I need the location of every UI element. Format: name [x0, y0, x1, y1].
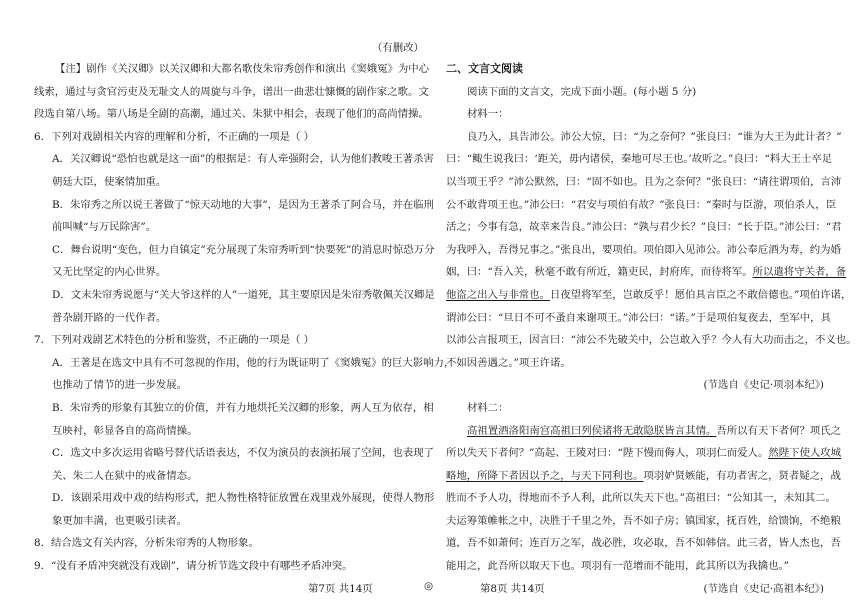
material-2-line — [446, 442, 842, 465]
q7-option-a-cont: 也推动了情节的进一步发展。 — [52, 379, 188, 392]
q6-option-b: B．朱帘秀之所以说王著做了“惊天动地的大事”，是因为王著杀了阿合马，并在临刑 — [52, 198, 434, 211]
note-line: 段选自第八场。第八场是全剧的高潮，通过关、朱狱中相会，表现了他们的高尚情操。 — [34, 108, 429, 121]
material-1-line — [446, 284, 852, 307]
material-2-line: 胜而不予人功，得地而不予人利，此所以失天下也。”高祖曰：“公知其一，未知其二。 — [446, 492, 836, 505]
q7-option-d-cont: 象更加丰满，也更吸引读者。 — [52, 514, 188, 527]
text-segment: 所以失天下者何？”高起、王陵对曰：“陛下慢而侮人，项羽仁而爱人。 — [446, 447, 769, 460]
q7-option-d: D．该剧采用戏中戏的结构形式，把人物性格特征放置在戏里戏外展现，使得人物形 — [52, 492, 435, 505]
q6-option-a-cont: 朝廷大臣，使案情加重。 — [52, 175, 167, 188]
material-1-line: 曰：“鲰生说我曰：‘距关，毋内诸侯，秦地可尽王也。’故听之。”良曰：“料大王士卒足 — [446, 153, 833, 166]
material-2-line: 夫运筹策帷帐之中，决胜于千里之外，吾不如子房；镇国家，抚百姓，给馈饷，不绝粮 — [446, 514, 841, 527]
question-7-stem: 7．下列对戏剧艺术特色的分析和鉴赏，不正确的一项是（ ） — [34, 334, 315, 347]
material-1-line: 以当项王乎？”沛公默然，曰：“固不如也。且为之奈何？”张良曰：“请往谓项伯，言沛 — [446, 175, 842, 188]
note-line: 线索，通过与贪官污吏及无耻文人的周旋与斗争，谱出一曲悲壮慷慨的剧作家之歌。文 — [34, 85, 429, 98]
question-8: 8．结合选文有关内容，分析朱帘秀的人物形象。 — [34, 537, 259, 550]
material-1-line: 良乃入，具告沛公。沛公大惊，曰：“为之奈何？”张良曰：“谁为大王为此计者？” — [467, 130, 842, 143]
question-9: 9．“没有矛盾冲突就没有戏剧”，请分析节选文段中有哪些矛盾冲突。 — [34, 560, 353, 573]
right-column — [430, 0, 860, 607]
q6-option-c: C．舞台说明“变色，但力自镇定”充分展现了朱帘秀听到“快要死”的消息时惊恐万分 — [52, 243, 435, 256]
text-segment: 吾所以有天下者何？项氏之 — [716, 424, 842, 437]
material-1-line: 谓沛公曰：“旦日不可不蚤自来谢项王。”沛公曰：“诺。”于是项伯复夜去，至军中，具 — [446, 311, 831, 324]
underlined-sentence: 略地，所降下者因以予之，与天下同利也。 — [446, 469, 644, 482]
q6-option-a: A．关汉卿说“恐怕也就是这一面”的根据是：有人牵强附会，认为他们教唆王著杀害 — [52, 153, 434, 166]
text-segment: 项羽妒贤嫉能，有功者害之，贤者疑之，战 — [643, 469, 841, 482]
section-title: 二、文言文阅读 — [446, 62, 523, 75]
material-2-line: 能用之，此吾所以取天下也。项羽有一范增而不能用，此其所以为我擒也。” — [446, 560, 789, 573]
q6-option-d-cont: 普杂剧开路的一代作者。 — [52, 311, 167, 324]
material-1-line: 以沛公言报项王，因言曰：“沛公不先破关中，公岂敢入乎？今人有大功而击之，不义也。 — [446, 334, 857, 347]
q7-option-b-cont: 互映衬，彰显各自的高尚情操。 — [52, 424, 198, 437]
material-1-line: 公不敢背项王也。”沛公曰：“君安与项伯有故？”张良曰：“秦时与臣游，项伯杀人，臣 — [446, 198, 837, 211]
material-2-line — [446, 420, 842, 443]
material-1-line: 不如因善遇之。”项王许诺。 — [446, 356, 571, 369]
material-1-label: 材料一： — [467, 108, 509, 121]
center-mark-icon: ◎ — [424, 580, 434, 592]
material-2-line — [446, 465, 841, 488]
underlined-sentence: 他盗之出入与非常也。 — [446, 288, 550, 301]
underlined-sentence: 高祖置酒洛阳南宫高祖曰列侯诸将无敢隐朕皆言其情。 — [467, 424, 717, 437]
text-segment: 姻，曰：“吾入关，秋毫不敢有所近，籍吏民，封府库，而待将军。 — [446, 266, 753, 279]
q6-option-d: D．文末朱帘秀说愿与“关大爷这样的人”一道死，其主要原因是朱帘秀敬佩关汉卿是 — [52, 288, 435, 301]
note-line: 【注】剧作《关汉卿》以关汉卿和大都名歌伎朱帘秀创作和演出《窦娥冤》为中心 — [55, 63, 430, 75]
q7-option-b: B．朱帘秀的形象有其独立的价值，并有力地烘托关汉卿的形象，两人互为依存，相 — [52, 401, 434, 414]
material-1-source: (节选自《史记·项羽本纪》) — [703, 379, 824, 392]
q6-option-c-cont: 又无比坚定的内心世界。 — [52, 266, 167, 279]
material-2-source: (节选自《史记·高祖本纪》) — [703, 582, 824, 595]
instruction: 阅读下面的文言文，完成下面小题。(每小题 5 分) — [467, 85, 697, 98]
q6-option-b-cont: 前叫喊“与万民除害”。 — [52, 221, 157, 234]
material-1-line: 为我呼入，吾得兄事之。”张良出，要项伯。项伯即入见沛公。沛公奉卮酒为寿，约为婚 — [446, 243, 841, 256]
left-page-number: 第7页 共14页 — [308, 583, 373, 595]
text-segment: 日夜望将军至，岂敢反乎！愿伯具言臣之不敢倍德也。”项伯许诺， — [549, 288, 852, 301]
note-tag: （有删改） — [372, 42, 424, 54]
material-2-label: 材料二： — [467, 401, 509, 414]
material-1-line: 活之；今事有急，故幸来告良。”沛公曰：“孰与君少长？”良曰：“长于臣。”沛公曰：“君 — [446, 221, 842, 234]
underlined-sentence: 然陛下使人攻城 — [768, 447, 842, 460]
q7-option-a: A．王著是在选文中具有不可忽视的作用，他的行为既证明了《窦娥冤》的巨大影响力， — [52, 356, 455, 369]
right-page-number: 第8页 共14页 — [480, 583, 545, 595]
underlined-sentence: 所以遣将守关者，备 — [752, 266, 847, 279]
question-6-stem: 6．下列对戏剧相关内容的理解和分析，不正确的一项是（ ） — [34, 130, 315, 143]
q7-option-c-cont: 关、朱二人在狱中的戒备情态。 — [52, 469, 198, 482]
material-2-line: 道，吾不如萧何；连百万之军，战必胜，攻必取，吾不如韩信。此三者，皆人杰也，吾 — [446, 537, 841, 550]
q7-option-c: C．选文中多次运用省略号替代话语表达，不仅为演员的表演拓展了空间，也表现了 — [52, 447, 435, 460]
material-1-line — [446, 261, 847, 284]
